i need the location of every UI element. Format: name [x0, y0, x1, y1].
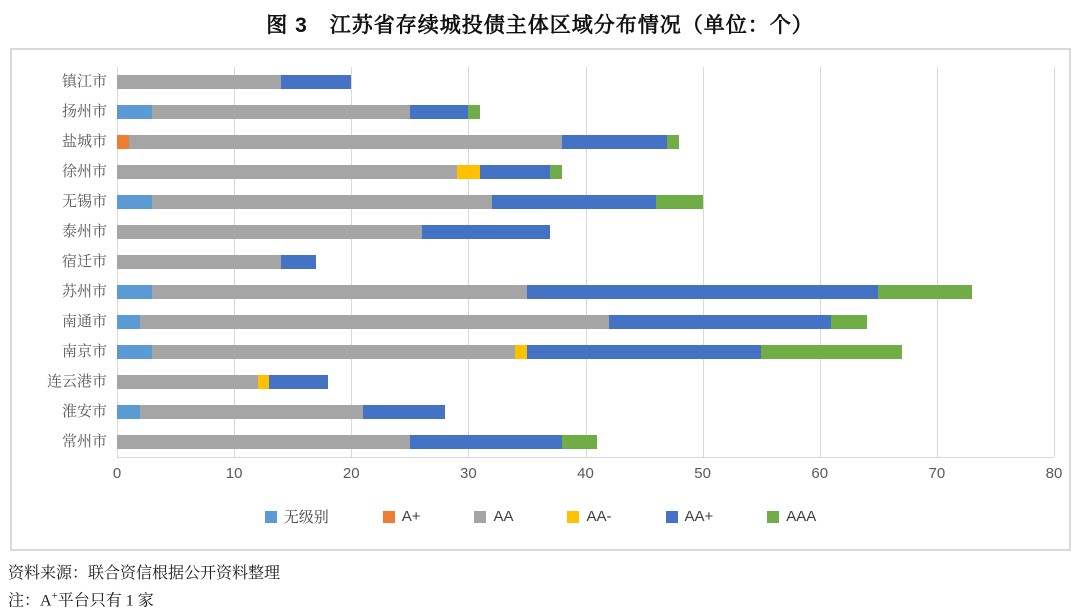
legend-item: [767, 506, 816, 527]
legend-swatch-icon: [567, 511, 579, 523]
bar-segment-AA+: [281, 75, 351, 89]
bar-segment-AA+: [410, 105, 469, 119]
x-tick-label: 80: [1045, 465, 1063, 482]
category-label: 常州市: [61, 433, 107, 450]
bar-segment-AA: [152, 105, 410, 119]
bar-segment-AA+: [562, 135, 667, 149]
bar-segment-AA: [117, 75, 281, 89]
category-label: 南京市: [61, 343, 107, 360]
chart-footer: [8, 562, 1080, 612]
bar-row: [117, 187, 1054, 217]
bar-segment-AAA: [878, 285, 972, 299]
note-superscript: +: [51, 590, 58, 602]
x-tick-label: 10: [225, 465, 243, 482]
legend-item: [474, 506, 513, 527]
bar-segment-A+: [117, 135, 129, 149]
legend-swatch-icon: [474, 511, 486, 523]
bar-segment-AA: [117, 165, 457, 179]
category-label: 宿迁市: [61, 253, 107, 270]
bar-track: [117, 225, 1054, 239]
bar-segment-无级别: [117, 195, 152, 209]
bar-track: [117, 345, 1054, 359]
bar-track: [117, 315, 1054, 329]
bar-track: [117, 285, 1054, 299]
bar-track: [117, 195, 1054, 209]
bar-track: [117, 105, 1054, 119]
legend-label: AA+: [684, 508, 714, 525]
bar-row: [117, 97, 1054, 127]
bar-segment-AA: [140, 405, 363, 419]
bar-row: [117, 277, 1054, 307]
legend-label: AA: [493, 508, 514, 525]
bar-segment-AA+: [422, 225, 551, 239]
bar-track: [117, 165, 1054, 179]
bar-segment-AA+: [609, 315, 832, 329]
chart-title: 图 3 江苏省存续城投债主体区域分布情况（单位：个）: [266, 14, 814, 37]
bar-segment-无级别: [117, 315, 140, 329]
y-axis-labels: [12, 67, 117, 458]
bar-segment-AA: [152, 195, 492, 209]
note-line: 注：A+平台只有 1 家: [8, 590, 154, 610]
legend-item: [265, 506, 329, 527]
bar-segment-AA+: [281, 255, 316, 269]
bar-segment-AA-: [258, 375, 270, 389]
bar-segment-AA+: [527, 285, 878, 299]
bar-row: [117, 157, 1054, 187]
legend-label: 无级别: [283, 509, 329, 526]
bar-segment-无级别: [117, 105, 152, 119]
plot-area: [117, 67, 1054, 458]
category-label: 徐州市: [61, 163, 107, 180]
legend-item: [567, 506, 611, 527]
x-tick-label: 30: [460, 465, 477, 482]
chart-main: [12, 67, 1069, 458]
bar-row: [117, 367, 1054, 397]
bar-segment-AA-: [457, 165, 480, 179]
bar-segment-AA: [117, 375, 258, 389]
bar-row: [117, 67, 1054, 97]
legend-swatch-icon: [767, 511, 779, 523]
bar-row: [117, 127, 1054, 157]
bar-segment-AAA: [550, 165, 562, 179]
bar-segment-AAA: [667, 135, 679, 149]
bar-segment-AA: [117, 255, 281, 269]
bar-row: [117, 337, 1054, 367]
legend-swatch-icon: [666, 511, 678, 523]
gridline: [1054, 67, 1055, 457]
bar-segment-无级别: [117, 285, 152, 299]
category-label: 镇江市: [61, 73, 107, 90]
bar-row: [117, 427, 1054, 457]
x-axis: [112, 458, 1063, 482]
legend-item: [666, 506, 714, 527]
bar-segment-AAA: [761, 345, 902, 359]
bar-segment-AA: [140, 315, 609, 329]
bar-segment-AA+: [527, 345, 761, 359]
bar-segment-AAA: [562, 435, 597, 449]
bar-track: [117, 405, 1054, 419]
bar-segment-AA+: [363, 405, 445, 419]
x-tick-label: 60: [811, 465, 829, 482]
bar-segment-AAA: [656, 195, 703, 209]
category-label: 盐城市: [61, 133, 107, 150]
bar-segment-AA+: [410, 435, 562, 449]
legend-label: AAA: [786, 508, 817, 525]
bar-segment-AA: [152, 285, 527, 299]
bar-segment-AAA: [831, 315, 866, 329]
legend-label: A+: [401, 508, 421, 525]
x-tick-label: 50: [694, 465, 711, 482]
bar-segment-AA+: [480, 165, 550, 179]
bar-track: [117, 375, 1054, 389]
bar-segment-AA: [117, 225, 422, 239]
category-label: 扬州市: [61, 103, 107, 120]
legend-swatch-icon: [383, 511, 395, 523]
x-tick-label: 40: [577, 465, 594, 482]
bar-row: [117, 307, 1054, 337]
bar-row: [117, 217, 1054, 247]
source-line: 资料来源：联合资信根据公开资料整理: [8, 565, 281, 582]
bar-row: [117, 247, 1054, 277]
legend-swatch-icon: [265, 511, 277, 523]
category-label: 苏州市: [61, 283, 107, 300]
bar-segment-AA+: [492, 195, 656, 209]
category-label: 连云港市: [46, 373, 107, 390]
x-tick-label: 20: [342, 465, 360, 482]
category-label: 泰州市: [61, 223, 107, 240]
bar-segment-AA: [117, 435, 410, 449]
bar-segment-无级别: [117, 345, 152, 359]
bar-segment-AAA: [468, 105, 480, 119]
bar-track: [117, 135, 1054, 149]
bar-track: [117, 435, 1054, 449]
category-label: 淮安市: [61, 403, 107, 420]
bar-track: [117, 75, 1054, 89]
legend-item: [383, 506, 421, 527]
legend-label: AA-: [586, 508, 612, 525]
x-tick-label: 0: [112, 465, 122, 482]
bar-segment-AA+: [269, 375, 328, 389]
bar-segment-无级别: [117, 405, 140, 419]
bar-row: [117, 397, 1054, 427]
bar-track: [117, 255, 1054, 269]
bar-segment-AA: [152, 345, 515, 359]
category-label: 无锡市: [61, 193, 107, 210]
bar-segment-AA: [129, 135, 562, 149]
legend: [12, 506, 1069, 527]
bar-segment-AA-: [515, 345, 527, 359]
category-label: 南通市: [61, 313, 107, 330]
x-tick-label: 70: [928, 465, 946, 482]
chart-area: [10, 48, 1071, 551]
